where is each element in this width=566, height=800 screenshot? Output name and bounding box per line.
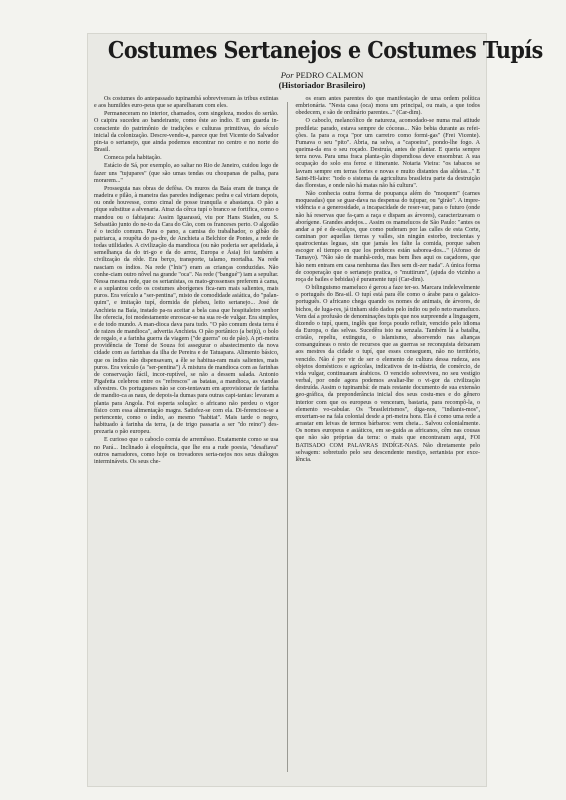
paragraph: O bilinguismo mameluco é gerou a faze ter-so. Marcara indelevelmente o português do Bra-sil. O tupí está para êle como o árabe para o galaico-português. O africano chega quando os nomes de animais, de árvores, de bichos, de luga-res, já tinham sido dados pelo índio ou pelo neto mameluco. Vem daí a profusão de denominações tupis que nos surpreende a linguagem, dizendo o tupí, quem, inglês que força poudo refluir, vencido pelo idioma da Europa, o das selvas. Sucedêra isto na senzala. Também lá a batalha, cristão, repeliu, extinguiu, o islamismo, absorvendo nas alianças consanguíneas o resto de recursos que as guerras se reconquista deixaram aos mestres da cidade o tupí, que esses conseguem, não no território, vencido. Não é por vir de ser o elemento de cultura dessa rudeza, aos objetos domésticos e agrícolas, indicativos de in-dústria, de comércio, de vida vulgar, continuaram árabicos. O vencido sobreviveu, no seu vestígio verbal, por onde agora podemos avaliar-lhe o vi-gor da civilização destruída. Assim o tupinambá: de mais restante documento de sua extensão geo-gráfica, da preponderância inicial dos seus costu-mes e do gênero interior com que os europeus o venceram, bastaria, para recompô-la, o elemento vo-cabular. Os "brasileirismos", diga-nos, "indianis-mos", enxertam-se na fala colonial desde a pri-meira hora. Ela é como uma rede a arrastar em leivas de termos bárbaros: vem cheia... Salvou colonialmente. Os nomes europeus e asiáticos, em se-guida as africanos, cêm nas cousas que não são próprias da terra: o mais que encontraram aqui, FOI BATISADO COM PALAVRAS INDÍGE-NAS. Não diretamente pelo selvagem: sobretudo pelo seu descendente mestiço, sertanista por exce-lência. bbox=[295, 285, 480, 463]
column-divider bbox=[287, 102, 288, 772]
paragraph: Permaneceram no interior, chamados, com singeleza, modos do sertão. O caipira sucedeu ao bandeirante, como êste ao índio. E um guarda in-consciente do patrimônio de tradições e culturas primitivas, do século inicial da colonização. Descre-vendo-a, parece que frei Vicente do Salvador pin-ta o sertanejo, que ainda podemos encontrar no centro e no norte do Brasil. bbox=[94, 111, 279, 154]
article-title: Costumes Sertanejos e Costumes Tupís bbox=[107, 37, 543, 64]
byline-prefix: Por bbox=[280, 70, 294, 80]
paragraph: Prosseguia nas obras de defêsa. Os muros da Baía eram de trança de madeira e pilão, à maneira das paredes indígenas: pedra e cal viriam depois, ou onde houvesse, como cimal de posse tranquila e abastança. O pão a pique substitue a alvenaria. Atraz da cêrca tupí o branco se fortifica, como o mandou ou o fabiajara: Assim Iguarassú, viu por Hans Staden, ou S. Sebastião junto do ne-to da Cara do Cão, com os franceses perto. O algodão é o tecido comum. Para o pano, a camisa do trabalhador, o gibão do patriarca, a roupêta do pa-dre, de Anchieta a Belchior de Pontes, a rede de todas utilidades. A civilização da mandioca (ou não poderia ser apelidada, à semelhança da do tri-go e da do arroz, Europa e Ásia) foi também a civilização da rêde. Era berço, transporte, talamo, mortalha. Na rede nasciam os índios. Na rede ("lnis") eram as crianças conduzidas. Não conhe-ciam outro nôvel na grande "oca". Na rede ("bangué") iam a sepultar. Nessa mesma rede, que os sertanistas, os mato-grossenses preferem à cama, e a suplantou cedo os costumes aborígenes fica-ram mais salientes, mais puros. Era veículo a "ser-pentina", misto de comodidade asiática, do "palan-quim", e imitação tupí, dormida de plebeu, leito sertanejo... José de Anchieta na Baía, instado pa-ra aceitar a bela casa que hospitaleiro senhor lhe oferecia, foi modestamente enroscar-se na sua re-de vulgar. Era simples, e de todo mundo. A man-dioca dava para tudo. "O pão comum desta terra é de raizes de mandioca", advertia Anchieta. O pão portânico (a beijú), o bolo de regalo, e a farinha guerra da viagem ("de guerra" ou de pão). A pri-meira providência de Tomé de Souza foi assegurar o abastecimento da nova cidade com as farinhas da ilha de Pereira e de Tatuapara. Alimento básico, que os índios não dispensavam, a êle se habitua-ram mais salientes, mais puros. Era veículo (a "ser-pentina") Á mistura de mandioca com as farinhas de conservação fácil, incor-ruptível, se não a dessem salada. Antonio Pigafetta celebrou entre os "refrescos" as batatas, a mandioca, as viandas silvestres. Os portugueses não se con-tentavam em aprovisionar de farinha de mandio-ca as naus, de depois-la dumas para outras capi-tanias: levaram a planta para Angola. Foi esperta solução: o africano não perdeu o vigor físico com essa alimentação magra. Satisfez-se com ela. Di-ferenciou-se a pertencente, como o índio, ao mesmo "habitat". Mais tarde o negro, habituado à farinha da terra, (a de trigo passaria a ser "do reino") des-prezaria o pão europeu. bbox=[94, 185, 279, 436]
byline bbox=[88, 70, 486, 90]
column-right bbox=[296, 96, 481, 782]
paragraph: Não conhecia outra forma de poupança além do "moquem" (carnes moqueadas) que se guar-dava na despensa do tujupar, ou "girão". A impre-vidência e a generosidade, a incapacidade de reser-var, para o futuro (onde não há reservas que fa-çam a raça e dispam as árvores), caracterizavam o aborígene. Grandes andejos... Assim os mamelucos de São Paulo: "antes os andar a pé e de-scalços, que como puderam por las calles de esta Corte, caminan por aquellas tierras y valles, sin ningún estorbo, trecientas y quatrocientas leguas, sin que jamás les falte la comida, porque saben escoger el tiempo en que los preñeces están saborea-dos..." (Afonso de Tamayo). "Não são de manhã-cedo, mas bem lhes aqui os caçadores, que hão nem entram em casa nenhuma das lhes sem di-zer nada". A única forma de cooperação que o sertanejo pratica, o "muttirum", (ajuda do vizinho a roça de bailes e bebidas) é puramente tupí (Car-dim). bbox=[295, 191, 480, 283]
paragraph: O caboclo, melancólico de natureza, acomodado-se numa mal atitude predileta: parado, estava sempre de cócoras... Não bebia durante as refei-ções. Ia para a roça "por um carreiro como formi-gas" (Frei Vicente). Fumava o seu "pito". Abria, na selva, a "capoeira", pondo-lhe fogo. A queima-da era o seu roçado. Destruía, antes de plantar. E queria sempre terra nova. Para uma fraca planta-ção dispendiosa deve ensombrar. A sua ocupação do solo era feroz e itinerante. Notaria Vieira: "os tabacos se lavram sempre em terras fortes e novas e muito distantes das aldeias..." E Saint-Hi-laire: "todo o sistema da agricultura brasileira parte da destruição das florestas, e onde não há matas não há cultura". bbox=[295, 118, 480, 189]
column-left bbox=[94, 96, 279, 782]
paragraph: os eram antes parentes do que manifestação de uma ordem política embrionária. "Nesta casa (oca) mora um principal, ou mais, a que todos obedecem, e são de ordinário parentes..." (Car-dim). bbox=[295, 96, 480, 117]
author-role: (Historiador Brasileiro) bbox=[278, 80, 366, 90]
paragraph: Estácio de Sá, por exemplo, ao saltar no Rio de Janeiro, cuidou logo de fazer uns "tujupares" (que são umas tendas ou choupanas de palha, para morarem..." bbox=[94, 163, 279, 184]
paragraph: Comeca pela habitação. bbox=[104, 155, 162, 162]
paragraph: Os costumes do antepassado tupinambá sobreviveram às tribus extintas e aos humildes euro-peus que se aparelharam com eles. bbox=[94, 96, 279, 110]
newspaper-clipping bbox=[88, 34, 543, 786]
paragraph: E curioso que o caboclo comia de arremêsso. Exatamente como se usa no Pará... Inclinado à eloquência, que lhe era a rude poesia, "desafiava" outros narradores, como hoje os trovadores serta-nejos nos seus diálogos intermináveis. Os seus che- bbox=[94, 437, 279, 465]
author-name: PEDRO CALMON bbox=[295, 70, 364, 80]
article-body bbox=[94, 96, 480, 782]
